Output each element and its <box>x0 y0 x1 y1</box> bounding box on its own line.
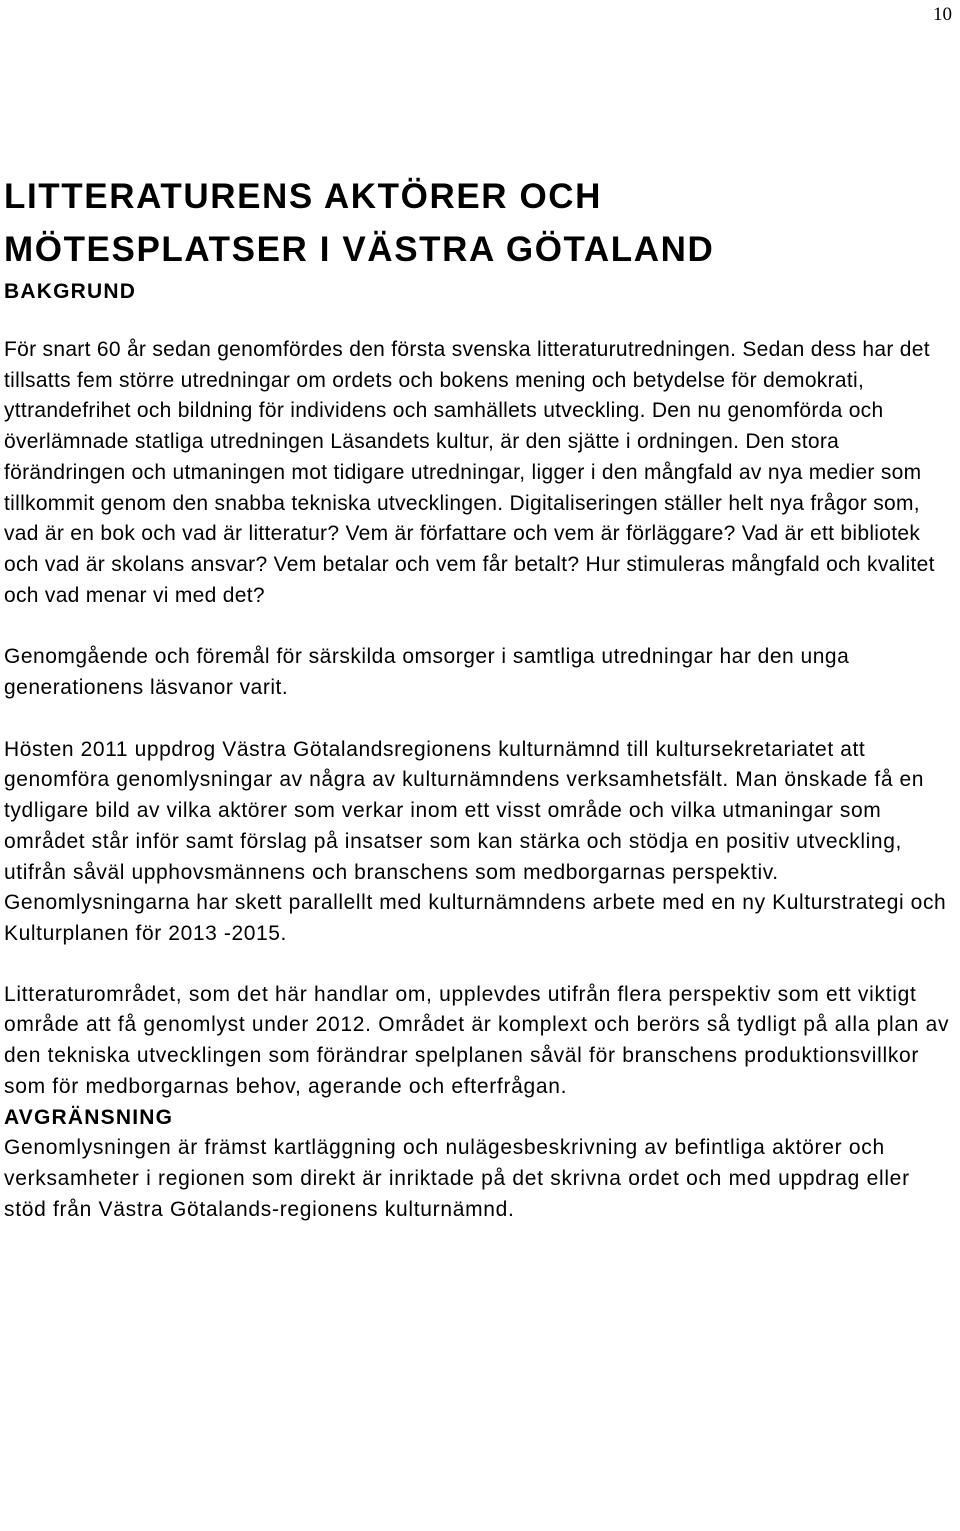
paragraph: Hösten 2011 uppdrog Västra Götalandsregionens kulturnämnd till kultursekretariatet att genomföra genomlysningar av några av kulturnämndens verksamhetsfält. Man önskade få en tydligare bild av vilka aktörer som verkar inom ett visst område och vilka utmaningar som området står inför samt förslag på insatser som kan stärka och stödja en positiv utveckling, utifrån såväl upphovsmännens och branschens som medborgarnas perspektiv. Genomlysningarna har skett parallellt med kulturnämndens arbete med en ny Kulturstrategi och Kulturplanen för 2013 -2015. <box>4 737 947 945</box>
section-heading-bakgrund: BAKGRUND <box>4 280 137 303</box>
section-heading-avgransning: AVGRÄNSNING <box>4 1106 174 1130</box>
document-title-line-2: MÖTESPLATSER I VÄSTRA GÖTALAND <box>4 230 715 269</box>
paragraph: Genomlysningen är främst kartläggning och nulägesbeskrivning av befintliga aktörer och verksamheter i regionen som direkt är inriktade på det skrivna ordet och med uppdrag eller stöd från Västra Götalands-regionens kulturnämnd. <box>4 1136 910 1221</box>
document-title <box>4 170 958 276</box>
paragraph: Litteraturområdet, som det här handlar om, upplevdes utifrån flera perspektiv som ett viktigt område att få genomlyst under 2012. Området är komplext och berörs så tydligt på alla plan av den tekniska utvecklingen som förändrar spelplanen såväl för branschens produktionsvillkor som för medborgarnas behov, agerande och efterfrågan. <box>4 982 950 1098</box>
document-body <box>4 170 958 1226</box>
paragraph: För snart 60 år sedan genomfördes den första svenska litteraturutredningen. Sedan dess har det tillsatts fem större utredningar om ordets och bokens mening och betydelse för demokrati, yttrandefrihet och bildning för individens och samhällets utveckling. Den nu genomförda och överlämnade statliga utredningen Läsandets kultur, är den sjätte i ordningen. Den stora förändringen och utmaningen mot tidigare utredningar, ligger i den mångfald av nya medier som tillkommit genom den snabba tekniska utvecklingen. Digitaliseringen ställer helt nya frågor som, vad är en bok och vad är litteratur? Vem är författare och vem är förläggare? Vad är ett bibliotek och vad är skolans ansvar? Vem betalar och vem får betalt? Hur stimuleras mångfald och kvalitet och vad menar vi med det? <box>4 338 935 607</box>
paragraph: Genomgående och föremål för särskilda omsorger i samtliga utredningar har den unga generationens läsvanor varit. <box>4 645 850 700</box>
document-title-line-1: LITTERATURENS AKTÖRER OCH <box>4 177 603 216</box>
page-number: 10 <box>933 4 952 25</box>
